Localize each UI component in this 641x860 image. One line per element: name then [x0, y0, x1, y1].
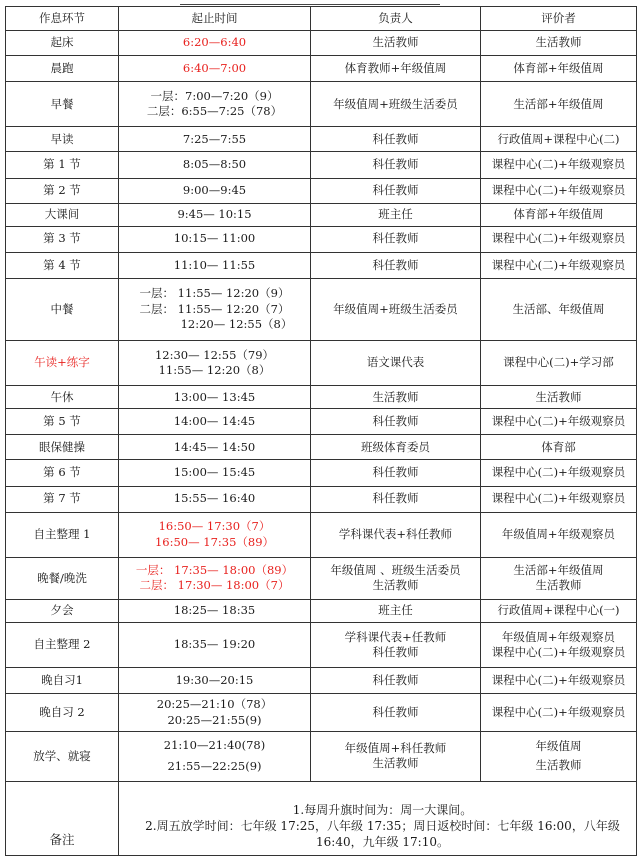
evaluator-cell: 体育部 [481, 435, 637, 460]
evaluator-cell: 课程中心(二)+年级观察员 [481, 178, 637, 203]
activity-cell: 自主整理 2 [6, 623, 119, 668]
evaluator-cell: 生活教师 [481, 31, 637, 56]
owner-cell: 科任教师 [311, 694, 481, 732]
owner-cell: 班主任 [311, 203, 481, 226]
table-row [6, 435, 637, 460]
table-row [6, 82, 637, 127]
owner-cell: 科任教师 [311, 460, 481, 486]
time-cell: 6:40—7:00 [119, 56, 311, 82]
table-row [6, 623, 637, 668]
time-cell: 14:00— 14:45 [119, 409, 311, 435]
time-cell: 9:00—9:45 [119, 178, 311, 203]
table-row [6, 152, 637, 178]
evaluator-cell: 课程中心(二)+年级观察员 [481, 486, 637, 512]
time-cell: 18:25— 18:35 [119, 599, 311, 622]
activity-cell: 第 6 节 [6, 460, 119, 486]
owner-cell: 科任教师 [311, 668, 481, 694]
owner-cell: 科任教师 [311, 226, 481, 252]
activity-cell: 午读+练字 [6, 341, 119, 386]
title-underline [180, 0, 440, 5]
activity-cell: 晚餐/晚洗 [6, 557, 119, 599]
time-cell: 19:30—20:15 [119, 668, 311, 694]
owner-cell: 科任教师 [311, 486, 481, 512]
activity-cell: 大课间 [6, 203, 119, 226]
table-row [6, 226, 637, 252]
evaluator-cell: 体育部+年级值周 [481, 203, 637, 226]
evaluator-cell: 课程中心(二)+年级观察员 [481, 252, 637, 278]
evaluator-cell: 生活部+年级值周 生活教师 [481, 557, 637, 599]
activity-cell: 第 4 节 [6, 252, 119, 278]
evaluator-cell: 生活教师 [481, 386, 637, 409]
activity-cell: 第 7 节 [6, 486, 119, 512]
activity-cell: 晚自习1 [6, 668, 119, 694]
activity-cell: 眼保健操 [6, 435, 119, 460]
activity-cell: 早餐 [6, 82, 119, 127]
owner-cell: 生活教师 [311, 386, 481, 409]
table-row [6, 409, 637, 435]
activity-cell: 第 3 节 [6, 226, 119, 252]
table-row [6, 557, 637, 599]
table-row [6, 599, 637, 622]
owner-cell: 学科课代表+任教师 科任教师 [311, 623, 481, 668]
owner-cell: 科任教师 [311, 252, 481, 278]
note-line: 1.每周升旗时间为：周一大课间。 [292, 803, 473, 818]
table-row [6, 386, 637, 409]
time-cell: 12:30— 12:55（79） 11:55— 12:20（8） [119, 341, 311, 386]
owner-cell: 学科课代表+科任教师 [311, 512, 481, 557]
activity-cell: 放学、就寝 [6, 732, 119, 781]
activity-cell: 夕会 [6, 599, 119, 622]
notes-row [6, 781, 637, 855]
time-cell: 18:35— 19:20 [119, 623, 311, 668]
evaluator-cell: 体育部+年级值周 [481, 56, 637, 82]
time-cell: 9:45— 10:15 [119, 203, 311, 226]
owner-cell: 体育教师+年级值周 [311, 56, 481, 82]
time-cell: 20:25—21:10（78） 20:25—21:55(9) [119, 694, 311, 732]
table-row [6, 732, 637, 781]
time-cell: 15:55— 16:40 [119, 486, 311, 512]
owner-cell: 年级值周+班级生活委员 [311, 82, 481, 127]
evaluator-cell: 年级值周+年级观察员 课程中心(二)+年级观察员 [481, 623, 637, 668]
note-line: 2.周五放学时间：七年级 17:25，八年级 17:35；周日返校时间：七年级 16:00，八年级 16:40，九年级 17:10。 [145, 819, 620, 850]
time-cell: 一层： 11:55— 12:20（9） 二层： 11:55— 12:20（7） 12:20— 12:55（8） [119, 278, 311, 340]
owner-cell: 科任教师 [311, 409, 481, 435]
evaluator-cell: 课程中心(二)+年级观察员 [481, 694, 637, 732]
table-row [6, 127, 637, 152]
activity-cell: 起床 [6, 31, 119, 56]
owner-cell: 班主任 [311, 599, 481, 622]
time-cell: 6:20—6:40 [119, 31, 311, 56]
schedule-table [5, 6, 637, 856]
table-row [6, 31, 637, 56]
activity-cell: 晨跑 [6, 56, 119, 82]
evaluator-cell: 课程中心(二)+年级观察员 [481, 226, 637, 252]
notes-content [119, 781, 637, 855]
table-row [6, 460, 637, 486]
owner-cell: 语文课代表 [311, 341, 481, 386]
table-row [6, 178, 637, 203]
notes-label: 备注 [6, 781, 119, 855]
evaluator-cell: 年级值周 生活教师 [481, 732, 637, 781]
time-cell: 15:00— 15:45 [119, 460, 311, 486]
header-evaluator: 评价者 [481, 7, 637, 31]
evaluator-cell: 课程中心(二)+学习部 [481, 341, 637, 386]
table-row [6, 486, 637, 512]
activity-cell: 中餐 [6, 278, 119, 340]
table-row [6, 203, 637, 226]
time-cell: 21:10—21:40(78) 21:55—22:25(9) [119, 732, 311, 781]
table-row [6, 252, 637, 278]
activity-cell: 自主整理 1 [6, 512, 119, 557]
evaluator-cell: 生活部+年级值周 [481, 82, 637, 127]
time-cell: 13:00— 13:45 [119, 386, 311, 409]
activity-cell: 早读 [6, 127, 119, 152]
time-cell: 一层： 17:35— 18:00（89） 二层： 17:30— 18:00（7） [119, 557, 311, 599]
time-cell: 11:10— 11:55 [119, 252, 311, 278]
table-row [6, 278, 637, 340]
activity-cell: 第 1 节 [6, 152, 119, 178]
time-cell: 14:45— 14:50 [119, 435, 311, 460]
header-time: 起止时间 [119, 7, 311, 31]
owner-cell: 科任教师 [311, 178, 481, 203]
activity-cell: 第 5 节 [6, 409, 119, 435]
table-row [6, 56, 637, 82]
time-cell: 7:25—7:55 [119, 127, 311, 152]
header-owner: 负责人 [311, 7, 481, 31]
table-row [6, 512, 637, 557]
evaluator-cell: 课程中心(二)+年级观察员 [481, 668, 637, 694]
evaluator-cell: 行政值周+课程中心(一) [481, 599, 637, 622]
owner-cell: 班级体育委员 [311, 435, 481, 460]
evaluator-cell: 课程中心(二)+年级观察员 [481, 152, 637, 178]
owner-cell: 科任教师 [311, 127, 481, 152]
evaluator-cell: 生活部、年级值周 [481, 278, 637, 340]
header-row [6, 7, 637, 31]
table-row [6, 341, 637, 386]
time-cell: 10:15— 11:00 [119, 226, 311, 252]
owner-cell: 生活教师 [311, 31, 481, 56]
header-activity: 作息环节 [6, 7, 119, 31]
evaluator-cell: 行政值周+课程中心(二) [481, 127, 637, 152]
table-row [6, 694, 637, 732]
owner-cell: 年级值周 、班级生活委员 生活教师 [311, 557, 481, 599]
owner-cell: 年级值周+科任教师 生活教师 [311, 732, 481, 781]
activity-cell: 第 2 节 [6, 178, 119, 203]
owner-cell: 科任教师 [311, 152, 481, 178]
time-cell: 一层：7:00—7:20（9） 二层：6:55—7:25（78） [119, 82, 311, 127]
evaluator-cell: 课程中心(二)+年级观察员 [481, 460, 637, 486]
table-row [6, 668, 637, 694]
activity-cell: 午休 [6, 386, 119, 409]
evaluator-cell: 课程中心(二)+年级观察员 [481, 409, 637, 435]
time-cell: 16:50— 17:30（7） 16:50— 17:35（89） [119, 512, 311, 557]
evaluator-cell: 年级值周+年级观察员 [481, 512, 637, 557]
time-cell: 8:05—8:50 [119, 152, 311, 178]
owner-cell: 年级值周+班级生活委员 [311, 278, 481, 340]
activity-cell: 晚自习 2 [6, 694, 119, 732]
